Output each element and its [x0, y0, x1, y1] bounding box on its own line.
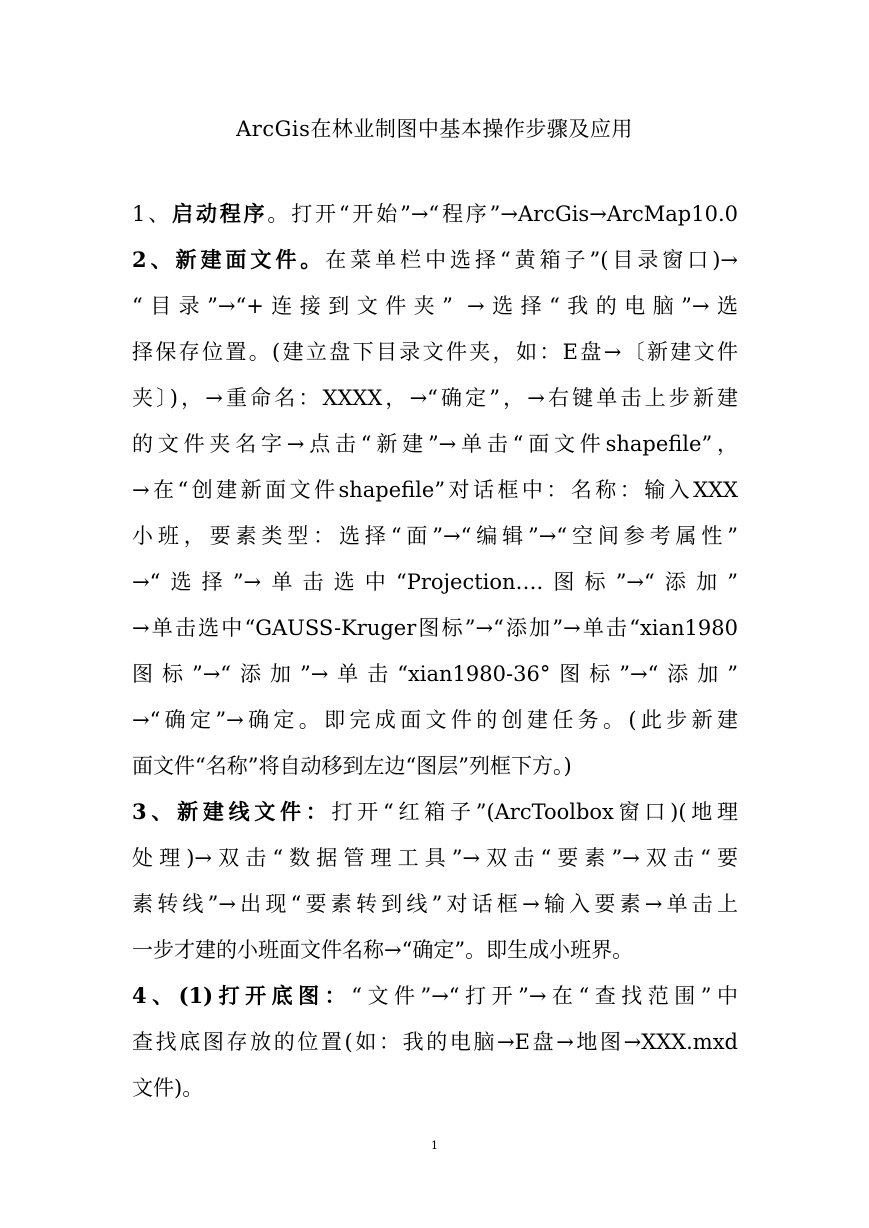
body-line [132, 474, 738, 506]
bold-heading: 2、新建面文件。 [132, 247, 326, 272]
page-number: 1 [431, 1139, 438, 1152]
line-text: 小班，要素类型：选择“面”→“编辑”→“空间参考属性” [132, 524, 738, 548]
line-text: 查找底图存放的位置(如：我的电脑→E盘→地图→XXX.mxd [132, 1030, 738, 1054]
line-text: 图标”→“添加”→单击“xian1980-36°图标”→“添加” [132, 662, 738, 686]
line-text: “文件”→“打开”→在“查找范围”中 [351, 984, 738, 1008]
body-line [132, 520, 738, 552]
body-line [132, 934, 738, 966]
body-line [132, 566, 738, 598]
body-line [132, 658, 738, 690]
body-line [132, 704, 738, 736]
line-text: 的文件夹名字→点击“新建”→单击“面文件shapefile”， [132, 432, 738, 456]
line-text: →在“创建新面文件shapefile”对话框中：名称：输入XXX [132, 478, 738, 502]
body-line [132, 428, 738, 460]
line-text: →“选择”→单击选中“Projection….图标”→“添加” [132, 570, 738, 594]
body-line [132, 888, 738, 920]
body-line [132, 750, 738, 782]
body-line [132, 612, 738, 644]
line-text: →单击选中“GAUSS-Kruger图标”→“添加”→单击“xian1980 [132, 616, 738, 640]
bold-heading: 启动程序 [172, 201, 268, 226]
line-text: 打开“红箱子”(ArcToolbox窗口)(地理 [331, 800, 738, 824]
body-line [132, 980, 738, 1012]
body-line [132, 382, 738, 414]
body-line [132, 1026, 738, 1058]
line-text: 夹〕)，→重命名：XXXX，→“确定”，→右键单击上步新建 [132, 386, 738, 410]
line-text: 素转线”→出现“要素转到线”对话框→输入要素→单击上 [132, 892, 738, 916]
line-text: 。打开“开始”→“程序”→ArcGis→ArcMap10.0 [267, 202, 738, 226]
body-line [132, 842, 738, 874]
line-text: 面文件“名称”将自动移到左边“图层”列框下方。) [132, 754, 572, 778]
line-lead: 1、 [132, 202, 173, 226]
document-title: ArcGis在林业制图中基本操作步骤及应用 [236, 117, 633, 141]
line-text: →“确定”→确定。即完成面文件的创建任务。(此步新建 [132, 708, 738, 732]
body-line [132, 796, 738, 828]
line-text: “目录”→“+连接到文件夹” →选择“我的电脑”→选 [132, 294, 738, 318]
line-text: 择保存位置。(建立盘下目录文件夹，如：E盘→〔新建文件 [132, 340, 738, 364]
body-line [132, 198, 738, 230]
body-line [132, 1072, 738, 1104]
line-text: 文件)。 [132, 1076, 204, 1100]
line-text: 处理)→双击“数据管理工具”→双击“要素”→双击“要 [132, 846, 738, 870]
body-line [132, 290, 738, 322]
body-line [132, 336, 738, 368]
bold-heading: 4、(1)打开底图： [132, 983, 352, 1008]
line-text: 一步才建的小班面文件名称→“确定”。即生成小班界。 [132, 938, 634, 962]
bold-heading: 3、新建线文件： [132, 799, 332, 824]
body-line [132, 244, 738, 276]
line-text: 在菜单栏中选择“黄箱子”(目录窗口)→ [325, 248, 738, 272]
